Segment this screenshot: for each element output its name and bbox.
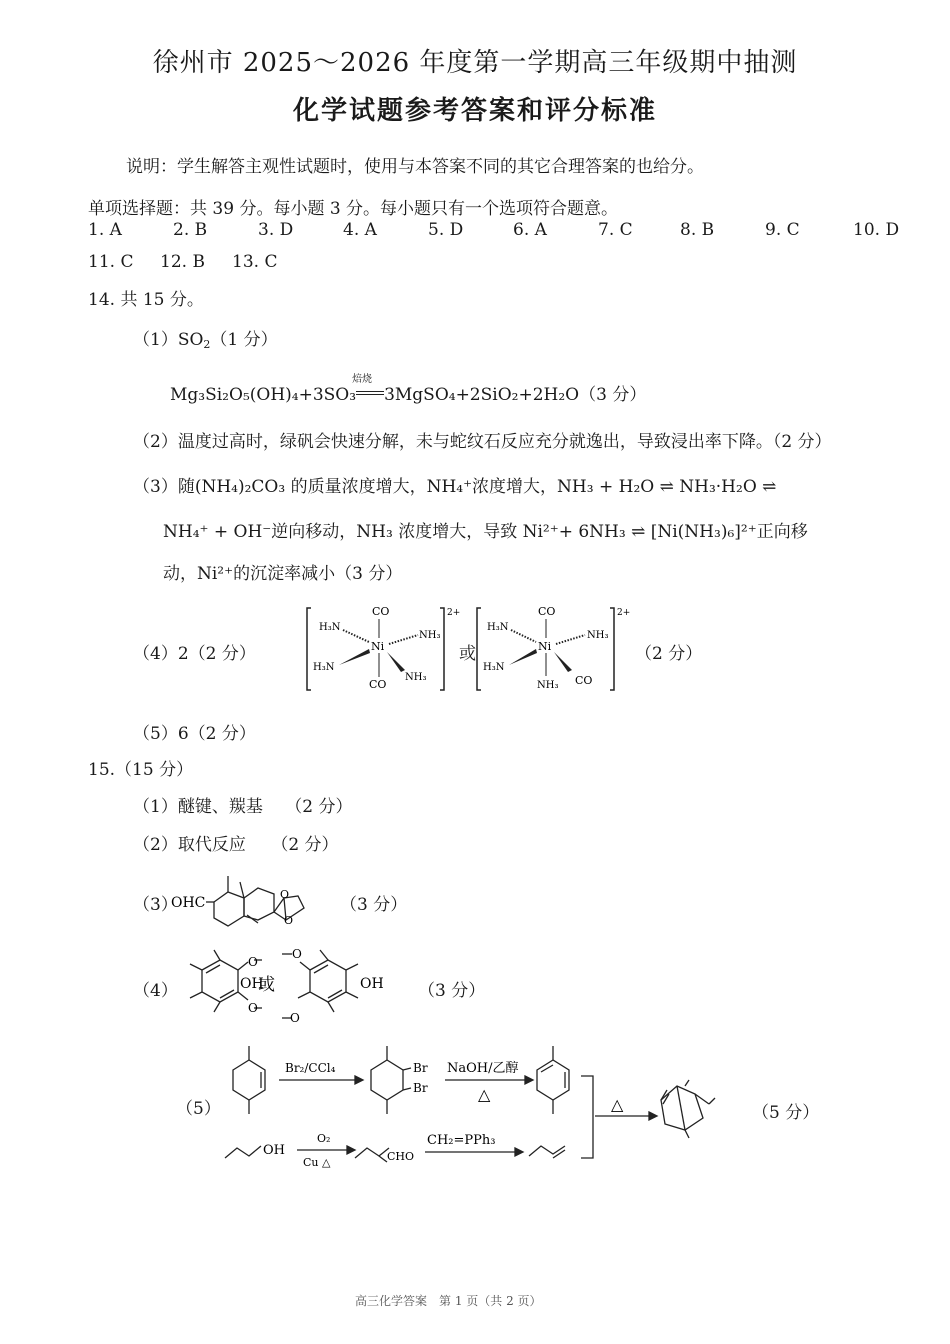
co-label: CO — [538, 605, 556, 618]
grading-note: 说明：学生解答主观性试题时，使用与本答案不同的其它合理答案的也给分。 — [126, 157, 704, 177]
reagent-label: CH₂=PPh₃ — [427, 1133, 496, 1148]
page-footer: 高三化学答案 第 1 页（共 2 页） — [355, 1294, 542, 1308]
oxygen-atom: O — [280, 888, 290, 901]
page-title: 徐州市 2025～2026 年度第一学期高三年级期中抽测 — [152, 48, 798, 78]
q14-p4-score: （2 分） — [635, 644, 703, 664]
mc-answer: 13. C — [232, 252, 278, 272]
charge-label: 2+ — [617, 608, 631, 618]
reagent-label: Br₂/CCl₄ — [285, 1061, 336, 1075]
nh3-label: NH₃ — [405, 672, 427, 683]
q15-heading: 15.（15 分） — [88, 760, 194, 780]
condition-label: Cu △ — [303, 1156, 331, 1169]
oh-label: OH — [263, 1143, 285, 1158]
h3n-label: H₃N — [319, 622, 341, 633]
mc-answer: 12. B — [160, 252, 205, 272]
q15-p3-structure — [170, 868, 320, 938]
ni-complex-structure-1 — [305, 600, 465, 695]
mc-answer: 11. C — [88, 252, 134, 272]
q15-p1: （1）醚键、羰基 （2 分） — [133, 797, 353, 817]
mc-answer: 5. D — [428, 220, 464, 240]
q14-p1 — [133, 325, 278, 351]
q15-p3-label: （3） — [133, 895, 178, 915]
q14-p3-line2: NH₄⁺ + OH⁻逆向移动，NH₃ 浓度增大，导致 Ni²⁺+ 6NH₃ ⇌ [Ni(NH₃)₆]²⁺正向移 — [163, 522, 808, 542]
oxygen-atom: O — [248, 1001, 258, 1015]
q14-p2: （2）温度过高时，绿矾会快速分解，未与蛇纹石反应充分就逸出，导致浸出率下降。（2 分） — [133, 432, 832, 452]
q14-equation — [170, 374, 647, 405]
br-label: Br — [413, 1061, 428, 1075]
ni-label: Ni — [538, 640, 552, 653]
oxygen-atom: O — [248, 955, 258, 969]
q15-p4-label: （4） — [133, 981, 178, 1001]
br-label: Br — [413, 1081, 428, 1095]
mc-answer: 7. C — [598, 220, 633, 240]
q14-p4-label: （4）2（2 分） — [133, 644, 256, 664]
mc-answers-row1 — [88, 220, 899, 240]
co-label: CO — [372, 605, 390, 618]
or-label: 或 — [258, 975, 275, 995]
q14-heading: 14. 共 15 分。 — [88, 290, 204, 310]
q14-p1-sub: 2 — [203, 338, 211, 351]
or-label: 或 — [459, 644, 476, 664]
q14-p3-line3: 动，Ni²⁺的沉淀率减小（3 分） — [163, 564, 403, 584]
ohc-label: OHC — [171, 895, 206, 911]
h3n-label: H₃N — [313, 662, 335, 673]
oxygen-atom: O — [284, 914, 294, 927]
co-label: CO — [369, 678, 387, 691]
mc-answer: 8. B — [680, 220, 715, 240]
ni-complex-structure-2 — [475, 600, 635, 695]
reagent-label: O₂ — [317, 1132, 331, 1145]
q14-p3-line1: （3）随(NH₄)₂CO₃ 的质量浓度增大，NH₄⁺浓度增大，NH₃ + H₂O ⇌ NH₃·H₂O ⇌ — [133, 477, 777, 497]
q15-p2: （2）取代反应 （2 分） — [133, 835, 339, 855]
heat-symbol: △ — [478, 1085, 491, 1104]
mc-answer: 6. A — [513, 220, 547, 240]
q15-p5-score: （5 分） — [752, 1103, 820, 1123]
synthesis-route — [215, 1028, 815, 1178]
equation-right: 3MgSO₄+2SiO₂+2H₂O（3 分） — [384, 385, 647, 405]
q14-p5: （5）6（2 分） — [133, 724, 256, 744]
h3n-label: H₃N — [483, 662, 505, 673]
nh3-label: NH₃ — [419, 630, 441, 641]
mc-answer: 9. C — [765, 220, 800, 240]
equation-left: Mg₃Si₂O₅(OH)₄+3SO₃ — [170, 385, 357, 405]
heat-symbol: △ — [611, 1095, 624, 1114]
oxygen-atom: O — [292, 948, 302, 961]
q14-p1-label: （1）SO — [133, 330, 204, 350]
nh3-label: NH₃ — [587, 630, 609, 641]
charge-label: 2+ — [447, 608, 461, 618]
mc-answer: 4. A — [343, 220, 377, 240]
oh-label: OH — [240, 976, 264, 992]
q15-p5-label: （5） — [176, 1099, 221, 1119]
nh3-label: NH₃ — [537, 680, 559, 691]
cho-label: CHO — [387, 1150, 415, 1163]
q15-p4-score: （3 分） — [418, 981, 486, 1001]
mc-answer: 3. D — [258, 220, 294, 240]
mc-answer: 1. A — [88, 220, 122, 240]
q15-p3-score: （3 分） — [340, 895, 408, 915]
co-label: CO — [575, 674, 593, 687]
mc-answer: 10. D — [853, 220, 900, 240]
page-subtitle: 化学试题参考答案和评分标准 — [292, 96, 657, 126]
ni-label: Ni — [371, 640, 385, 653]
oxygen-atom: O — [290, 1011, 300, 1025]
q14-p1-score: （1 分） — [210, 330, 278, 350]
mc-intro: 单项选择题：共 39 分。每小题 3 分。每小题只有一个选项符合题意。 — [88, 199, 619, 219]
mc-answers-row2 — [88, 252, 277, 272]
mc-answer: 2. B — [173, 220, 208, 240]
equation-arrow — [352, 374, 384, 402]
reagent-label: NaOH/乙醇 — [447, 1061, 519, 1076]
h3n-label: H₃N — [487, 622, 509, 633]
equation-condition: 焙烧 — [352, 374, 373, 385]
oh-label: OH — [360, 976, 384, 992]
q15-p4-structures — [170, 948, 400, 1028]
